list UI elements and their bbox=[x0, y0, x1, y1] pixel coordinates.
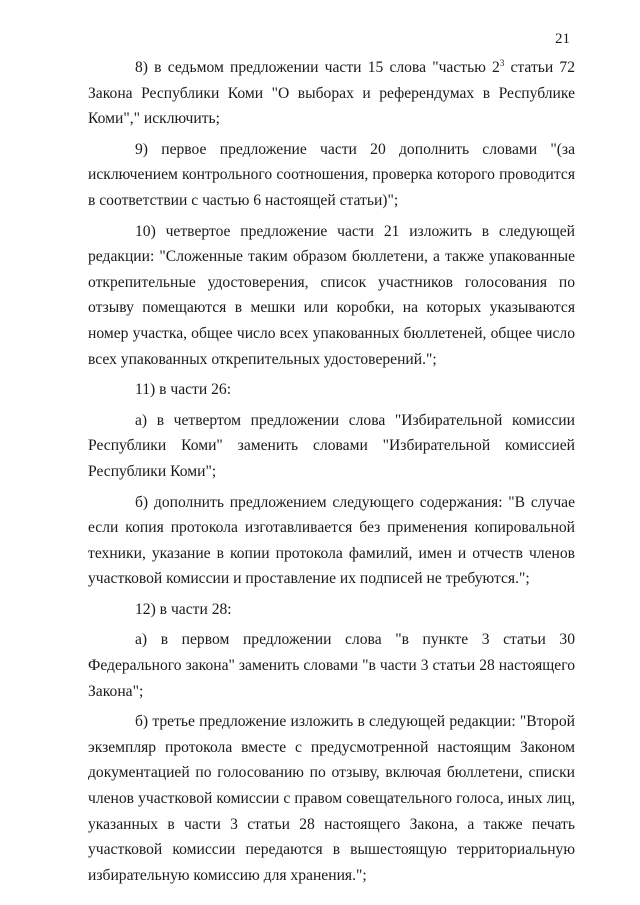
paragraph-item-11a: а) в четвертом предложении слова "Избирательной комиссии Республики Коми" заменить словами "Избирательной комиссией Республики Коми"; bbox=[88, 411, 575, 480]
paragraph-item-11: 11) в части 26: bbox=[135, 381, 232, 399]
paragraph-item-12a: а) в первом предложении слова "в пункте 3 статьи 30 Федерального закона" заменить словами "в части 3 статьи 28 настоящего Закона"; bbox=[88, 631, 575, 700]
paragraph-item-8-text-b: статьи 72 Закона Республики Коми "О выборах и референдумах в Республике Коми"," исключить; bbox=[88, 59, 575, 128]
paragraph-item-11b: б) дополнить предложением следующего содержания: "В случае если копия протокола изготавливается без применения копировальной техники, указание в копии протокола фамилий, имен и отчеств членов участковой комиссии и проставление их подписей не требуются."; bbox=[88, 493, 575, 588]
paragraph-item-12b: б) третье предложение изложить в следующей редакции: "Второй экземпляр протокола вместе с предусмотренной настоящим Законом документацией по голосованию по отзыву, включая бюллетени, списки членов участковой комиссии с правом совещательного голоса, иных лиц, указанных в части 3 статьи 28 настоящего Закона, а также печать участковой комиссии передаются в вышестоящую территориальную избирательную комиссию для хранения."; bbox=[88, 713, 575, 884]
document-body bbox=[88, 55, 575, 888]
superscript-3: 3 bbox=[499, 58, 505, 68]
paragraph-item-10: 10) четвертое предложение части 21 изложить в следующей редакции: "Сложенные таким образом бюллетени, а также упакованные открепительные удостоверения, список участников голосования по отзыву помещаются в мешки или коробки, на которых указываются номер участка, общее число всех упакованных бюллетеней, общее число всех упакованных открепительных удостоверений."; bbox=[88, 222, 575, 368]
page-number: 21 bbox=[555, 31, 570, 47]
paragraph-item-8-text-a: 8) в седьмом предложении части 15 слова "частью 2 bbox=[135, 59, 500, 76]
paragraph-item-9: 9) первое предложение части 20 дополнить словами "(за исключением контрольного соотношения, проверка которого проводится в соответствии с частью 6 настоящей статьи)"; bbox=[88, 140, 575, 209]
paragraph-item-8 bbox=[88, 55, 575, 132]
paragraph-item-12: 12) в части 28: bbox=[135, 600, 232, 618]
